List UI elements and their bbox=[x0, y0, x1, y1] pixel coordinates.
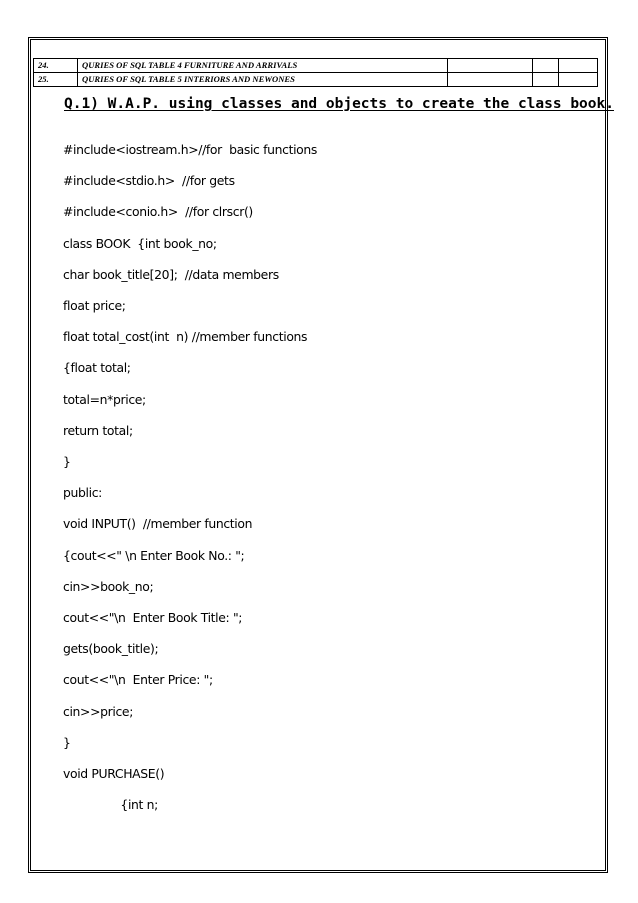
empty-cell bbox=[559, 73, 598, 87]
table-row bbox=[34, 59, 598, 73]
empty-cell bbox=[533, 59, 559, 73]
code-line: {cout<<" \n Enter Book No.: "; bbox=[63, 547, 245, 563]
code-line: gets(book_title); bbox=[63, 641, 159, 657]
index-table bbox=[33, 58, 598, 87]
empty-cell bbox=[533, 73, 559, 87]
code-line: #include<iostream.h>//for basic functions bbox=[63, 142, 318, 157]
code-line: } bbox=[63, 734, 71, 750]
empty-cell bbox=[448, 73, 533, 87]
page-border bbox=[28, 37, 608, 873]
code-line: cin>>price; bbox=[63, 703, 134, 719]
empty-cell bbox=[559, 59, 598, 73]
row-number: 25. bbox=[34, 73, 78, 87]
code-line: void INPUT() //member function bbox=[63, 516, 253, 532]
code-line: cout<<"\n Enter Book Title: "; bbox=[63, 610, 243, 625]
code-line: {int n; bbox=[63, 797, 158, 813]
row-title: QURIES OF SQL TABLE 5 INTERIORS AND NEWONES bbox=[78, 73, 448, 87]
code-line: public: bbox=[63, 485, 103, 501]
table-row bbox=[34, 73, 598, 87]
code-line: {float total; bbox=[63, 360, 131, 376]
code-line: float price; bbox=[63, 298, 126, 313]
code-line: total=n*price; bbox=[63, 391, 146, 407]
row-number: 24. bbox=[34, 59, 78, 73]
code-line: #include<conio.h> //for clrscr() bbox=[63, 204, 253, 220]
question-heading: Q.1) W.A.P. using classes and objects to create the class book. bbox=[64, 96, 614, 112]
code-line: cout<<"\n Enter Price: "; bbox=[63, 672, 213, 688]
code-line: #include<stdio.h> //for gets bbox=[63, 173, 235, 189]
empty-cell bbox=[448, 59, 533, 73]
code-line: float total_cost(int n) //member functions bbox=[63, 329, 308, 345]
code-line: cin>>book_no; bbox=[63, 578, 154, 594]
code-line: char book_title[20]; //data members bbox=[63, 266, 279, 282]
code-line: void PURCHASE() bbox=[63, 766, 165, 781]
row-title: QURIES OF SQL TABLE 4 FURNITURE AND ARRIVALS bbox=[78, 59, 448, 73]
code-line: class BOOK {int book_no; bbox=[63, 235, 217, 251]
code-line: } bbox=[63, 454, 71, 469]
code-line: return total; bbox=[63, 422, 133, 438]
